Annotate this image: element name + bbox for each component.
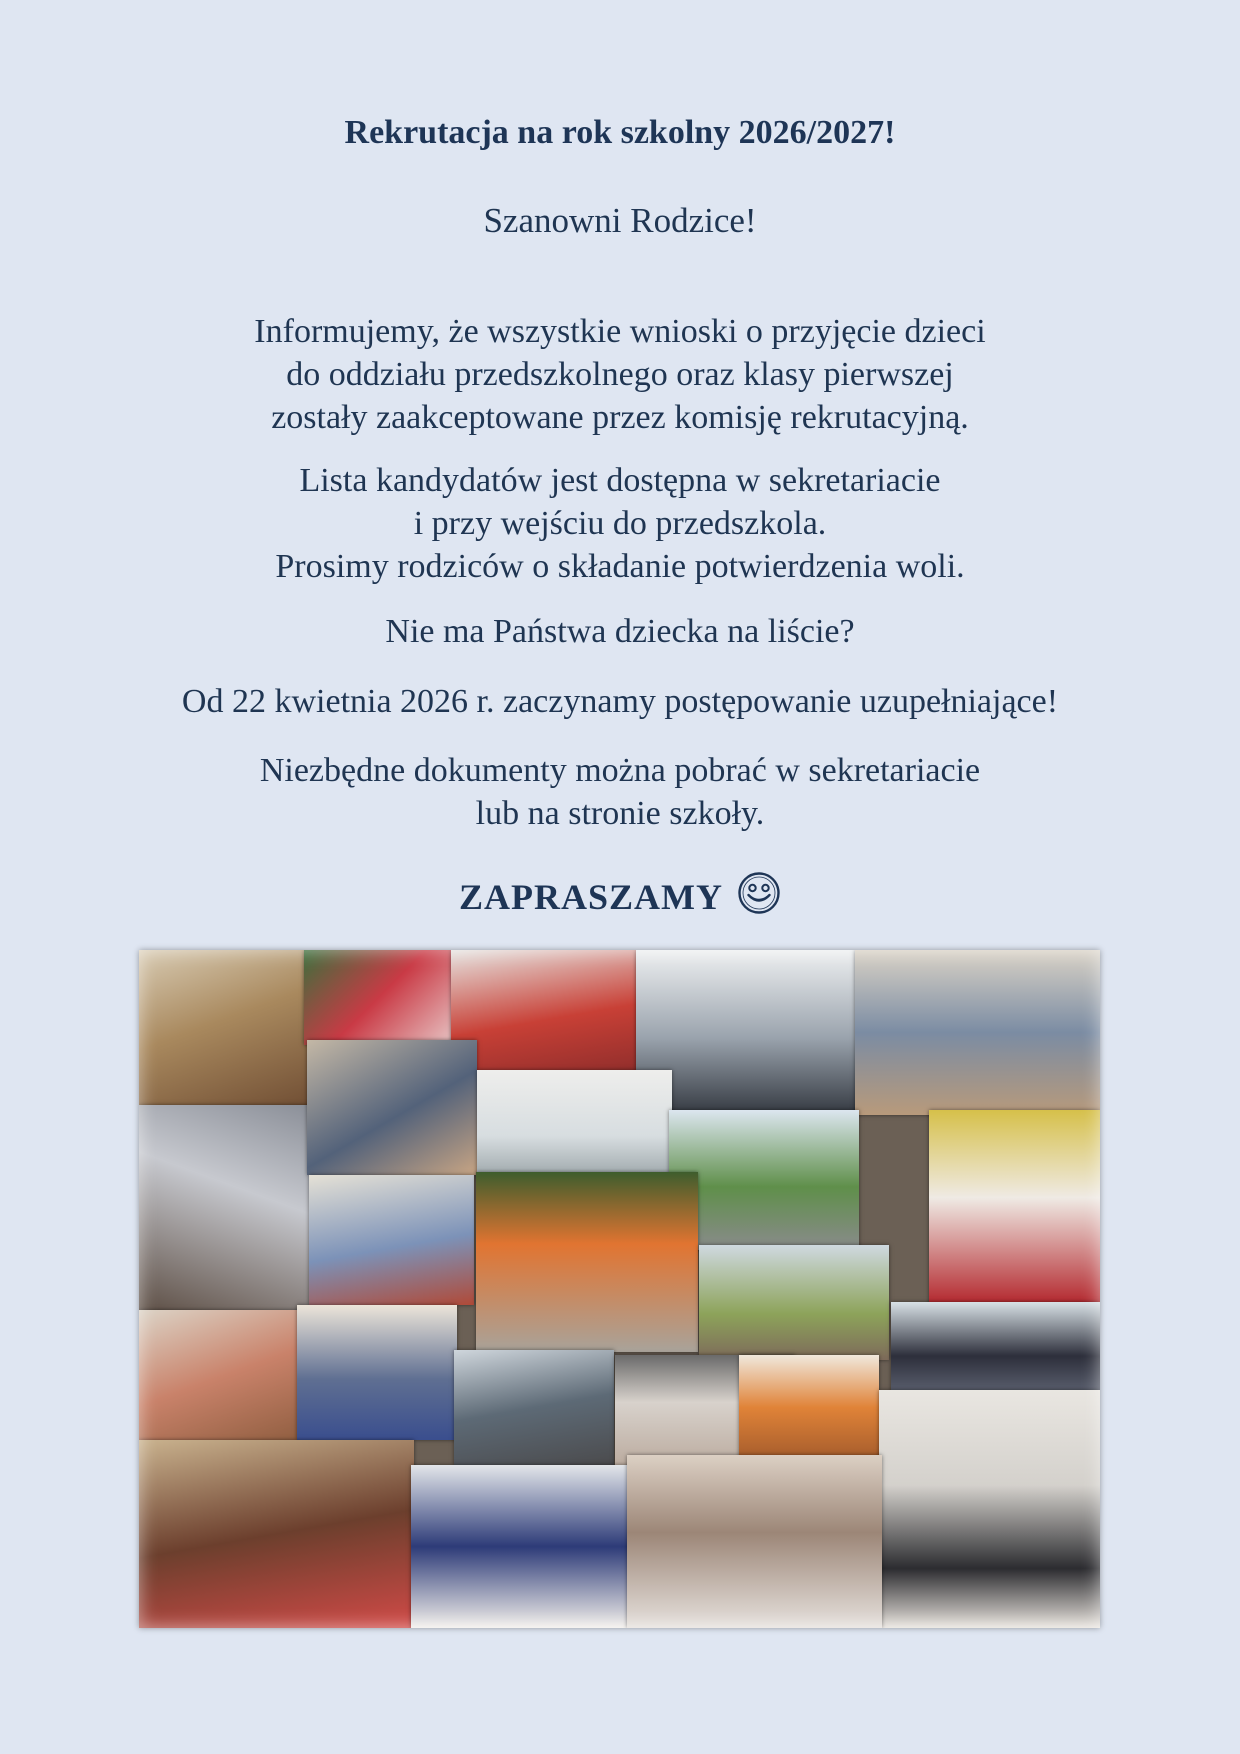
candidate-list-line-2: i przy wejściu do przedszkola.: [413, 505, 827, 542]
acceptance-line-1: Informujemy, że wszystkie wnioski o przyjęcie dzieci: [254, 313, 986, 350]
acceptance-line-2: do oddziału przedszkolnego oraz klasy pierwszej: [286, 356, 954, 393]
school-photo-collage: [139, 950, 1100, 1628]
documents-paragraph: [0, 749, 1240, 835]
collage-photo: [139, 1440, 414, 1628]
invitation: [0, 876, 1240, 924]
collage-photo: [476, 1172, 698, 1352]
collage-photo: [699, 1245, 889, 1360]
page-title: Rekrutacja na rok szkolny 2026/2027!: [344, 114, 896, 151]
supplementary-announcement: Od 22 kwietnia 2026 r. zaczynamy postępowanie uzupełniające!: [181, 683, 1059, 720]
collage-photo: [297, 1305, 457, 1440]
collage-photo: [139, 1310, 299, 1445]
collage-photo: [454, 1350, 614, 1465]
collage-photo: [139, 950, 309, 1110]
collage-photo: [739, 1355, 879, 1460]
acceptance-line-3: zostały zaakceptowane przez komisję rekrutacyjną.: [271, 399, 969, 436]
question-line: Nie ma Państwa dziecka na liście?: [385, 613, 855, 650]
documents-line-2: lub na stronie szkoły.: [475, 795, 765, 832]
collage-photo: [304, 950, 454, 1045]
collage-photo: [627, 1455, 882, 1628]
collage-photo: [451, 950, 639, 1075]
collage-photo: [307, 1040, 477, 1175]
collage-photo: [879, 1390, 1100, 1628]
collage-photo: [139, 1105, 309, 1315]
collage-photo: [309, 1175, 474, 1305]
collage-photo: [929, 1110, 1100, 1305]
smiley-face-icon: [737, 871, 781, 924]
collage-photo: [891, 1302, 1100, 1392]
invitation-text: ZAPRASZAMY: [458, 877, 723, 917]
candidate-list-line-3: Prosimy rodziców o składanie potwierdzenia woli.: [275, 548, 965, 585]
greeting: Szanowni Rodzice!: [483, 201, 757, 240]
candidate-list-line-1: Lista kandydatów jest dostępna w sekretariacie: [299, 462, 941, 499]
candidate-list-paragraph: [0, 459, 1240, 588]
collage-photo: [411, 1465, 631, 1628]
collage-photo: [855, 950, 1100, 1115]
documents-line-1: Niezbędne dokumenty można pobrać w sekretariacie: [259, 752, 981, 789]
collage-photo: [477, 1070, 672, 1180]
acceptance-paragraph: [0, 310, 1240, 439]
